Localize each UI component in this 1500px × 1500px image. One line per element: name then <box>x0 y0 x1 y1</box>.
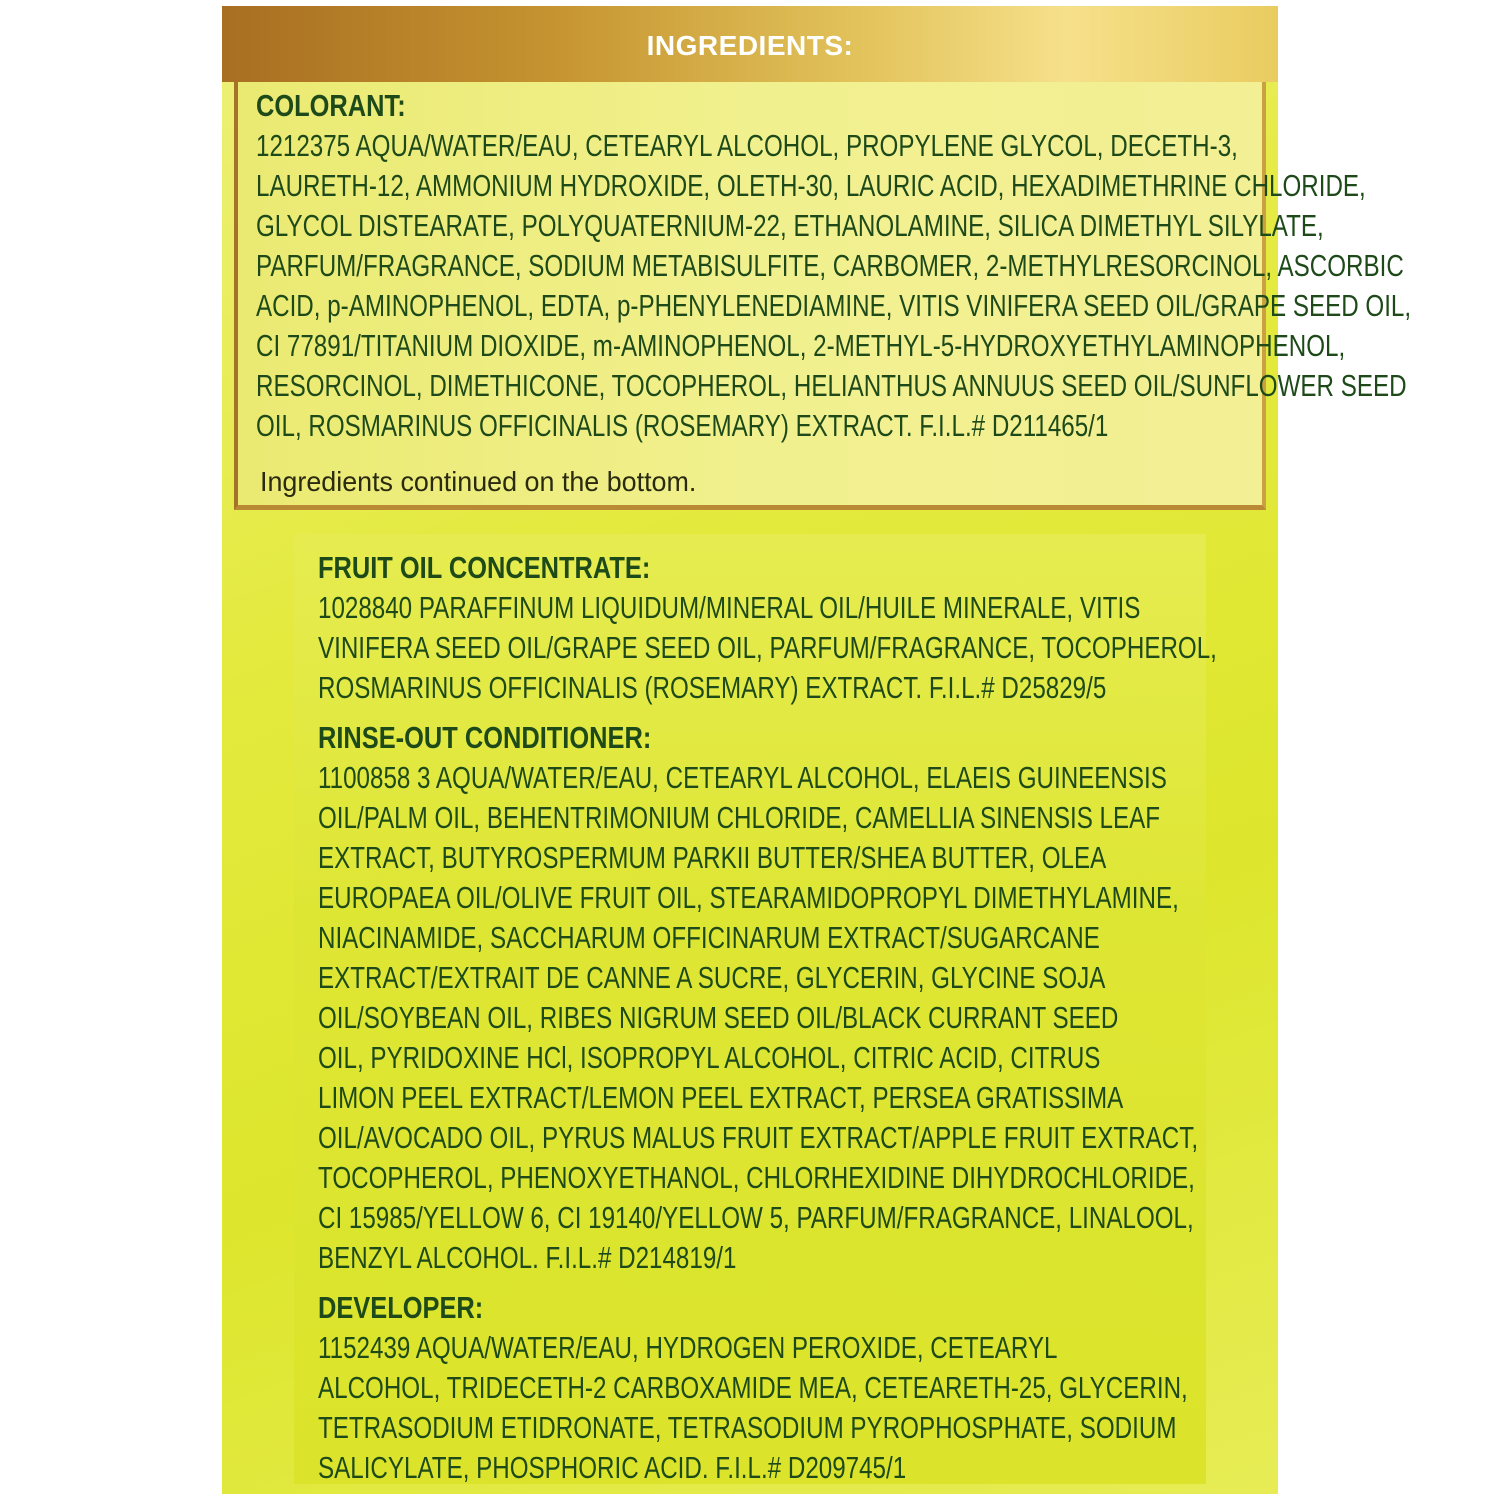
ingredient-line: OIL/AVOCADO OIL, PYRUS MALUS FRUIT EXTRACT/APPLE FRUIT EXTRACT, <box>318 1120 1199 1155</box>
continued-note: Ingredients continued on the bottom. <box>260 466 697 497</box>
developer-title: DEVELOPER: <box>318 1290 484 1325</box>
ingredient-line: SALICYLATE, PHOSPHORIC ACID. F.I.L.# D209745/1 <box>318 1450 907 1485</box>
ingredient-line: TOCOPHEROL, PHENOXYETHANOL, CHLORHEXIDINE DIHYDROCHLORIDE, <box>318 1160 1195 1195</box>
ingredient-line: 1212375 AQUA/WATER/EAU, CETEARYL ALCOHOL, PROPYLENE GLYCOL, DECETH-3, <box>256 128 1238 163</box>
ingredient-line: OIL, ROSMARINUS OFFICINALIS (ROSEMARY) EXTRACT. F.I.L.# D211465/1 <box>256 408 1109 443</box>
ingredient-line: EUROPAEA OIL/OLIVE FRUIT OIL, STEARAMIDOPROPYL DIMETHYLAMINE, <box>318 880 1179 915</box>
fruit-oil-ingredients <box>318 588 1217 708</box>
colorant-title: COLORANT: <box>256 88 406 123</box>
ingredient-line: 1028840 PARAFFINUM LIQUIDUM/MINERAL OIL/HUILE MINERALE, VITIS <box>318 590 1141 625</box>
conditioner-title: RINSE-OUT CONDITIONER: <box>318 720 652 755</box>
conditioner-ingredients <box>318 758 1198 1278</box>
ingredients-heading: INGREDIENTS: <box>646 30 854 61</box>
colorant-ingredients <box>256 126 1411 446</box>
ingredient-line: OIL/PALM OIL, BEHENTRIMONIUM CHLORIDE, CAMELLIA SINENSIS LEAF <box>318 800 1161 835</box>
ingredient-line: EXTRACT, BUTYROSPERMUM PARKII BUTTER/SHEA BUTTER, OLEA <box>318 840 1107 875</box>
ingredient-line: TETRASODIUM ETIDRONATE, TETRASODIUM PYROPHOSPHATE, SODIUM <box>318 1410 1177 1445</box>
ingredient-line: 1152439 AQUA/WATER/EAU, HYDROGEN PEROXIDE, CETEARYL <box>318 1330 1058 1365</box>
ingredient-line: EXTRACT/EXTRAIT DE CANNE A SUCRE, GLYCERIN, GLYCINE SOJA <box>318 960 1106 995</box>
developer-ingredients <box>318 1328 1188 1488</box>
ingredient-line: ALCOHOL, TRIDECETH-2 CARBOXAMIDE MEA, CETEARETH-25, GLYCERIN, <box>318 1370 1188 1405</box>
ingredient-line: ROSMARINUS OFFICINALIS (ROSEMARY) EXTRACT. F.I.L.# D25829/5 <box>318 670 1107 705</box>
fruit-oil-title: FRUIT OIL CONCENTRATE: <box>318 550 651 585</box>
ingredient-line: VINIFERA SEED OIL/GRAPE SEED OIL, PARFUM/FRAGRANCE, TOCOPHEROL, <box>318 630 1217 665</box>
ingredient-line: OIL, PYRIDOXINE HCl, ISOPROPYL ALCOHOL, CITRIC ACID, CITRUS <box>318 1040 1101 1075</box>
ingredient-line: ACID, p-AMINOPHENOL, EDTA, p-PHENYLENEDIAMINE, VITIS VINIFERA SEED OIL/GRAPE SEED OIL, <box>256 288 1412 323</box>
ingredient-line: CI 15985/YELLOW 6, CI 19140/YELLOW 5, PARFUM/FRAGRANCE, LINALOOL, <box>318 1200 1194 1235</box>
ingredient-line: CI 77891/TITANIUM DIOXIDE, m-AMINOPHENOL, 2-METHYL-5-HYDROXYETHYLAMINOPHENOL, <box>256 328 1346 363</box>
ingredient-line: 1100858 3 AQUA/WATER/EAU, CETEARYL ALCOHOL, ELAEIS GUINEENSIS <box>318 760 1167 795</box>
ingredient-line: LAURETH-12, AMMONIUM HYDROXIDE, OLETH-30, LAURIC ACID, HEXADIMETHRINE CHLORIDE, <box>256 168 1366 203</box>
ingredient-line: OIL/SOYBEAN OIL, RIBES NIGRUM SEED OIL/BLACK CURRANT SEED <box>318 1000 1119 1035</box>
ingredient-line: PARFUM/FRAGRANCE, SODIUM METABISULFITE, CARBOMER, 2-METHYLRESORCINOL, ASCORBIC <box>256 248 1404 283</box>
ingredient-line: NIACINAMIDE, SACCHARUM OFFICINARUM EXTRACT/SUGARCANE <box>318 920 1100 955</box>
ingredient-line: GLYCOL DISTEARATE, POLYQUATERNIUM-22, ETHANOLAMINE, SILICA DIMETHYL SILYLATE, <box>256 208 1324 243</box>
ingredient-line: BENZYL ALCOHOL. F.I.L.# D214819/1 <box>318 1240 737 1275</box>
ingredient-line: LIMON PEEL EXTRACT/LEMON PEEL EXTRACT, PERSEA GRATISSIMA <box>318 1080 1124 1115</box>
ingredient-line: RESORCINOL, DIMETHICONE, TOCOPHEROL, HELIANTHUS ANNUUS SEED OIL/SUNFLOWER SEED <box>256 368 1407 403</box>
